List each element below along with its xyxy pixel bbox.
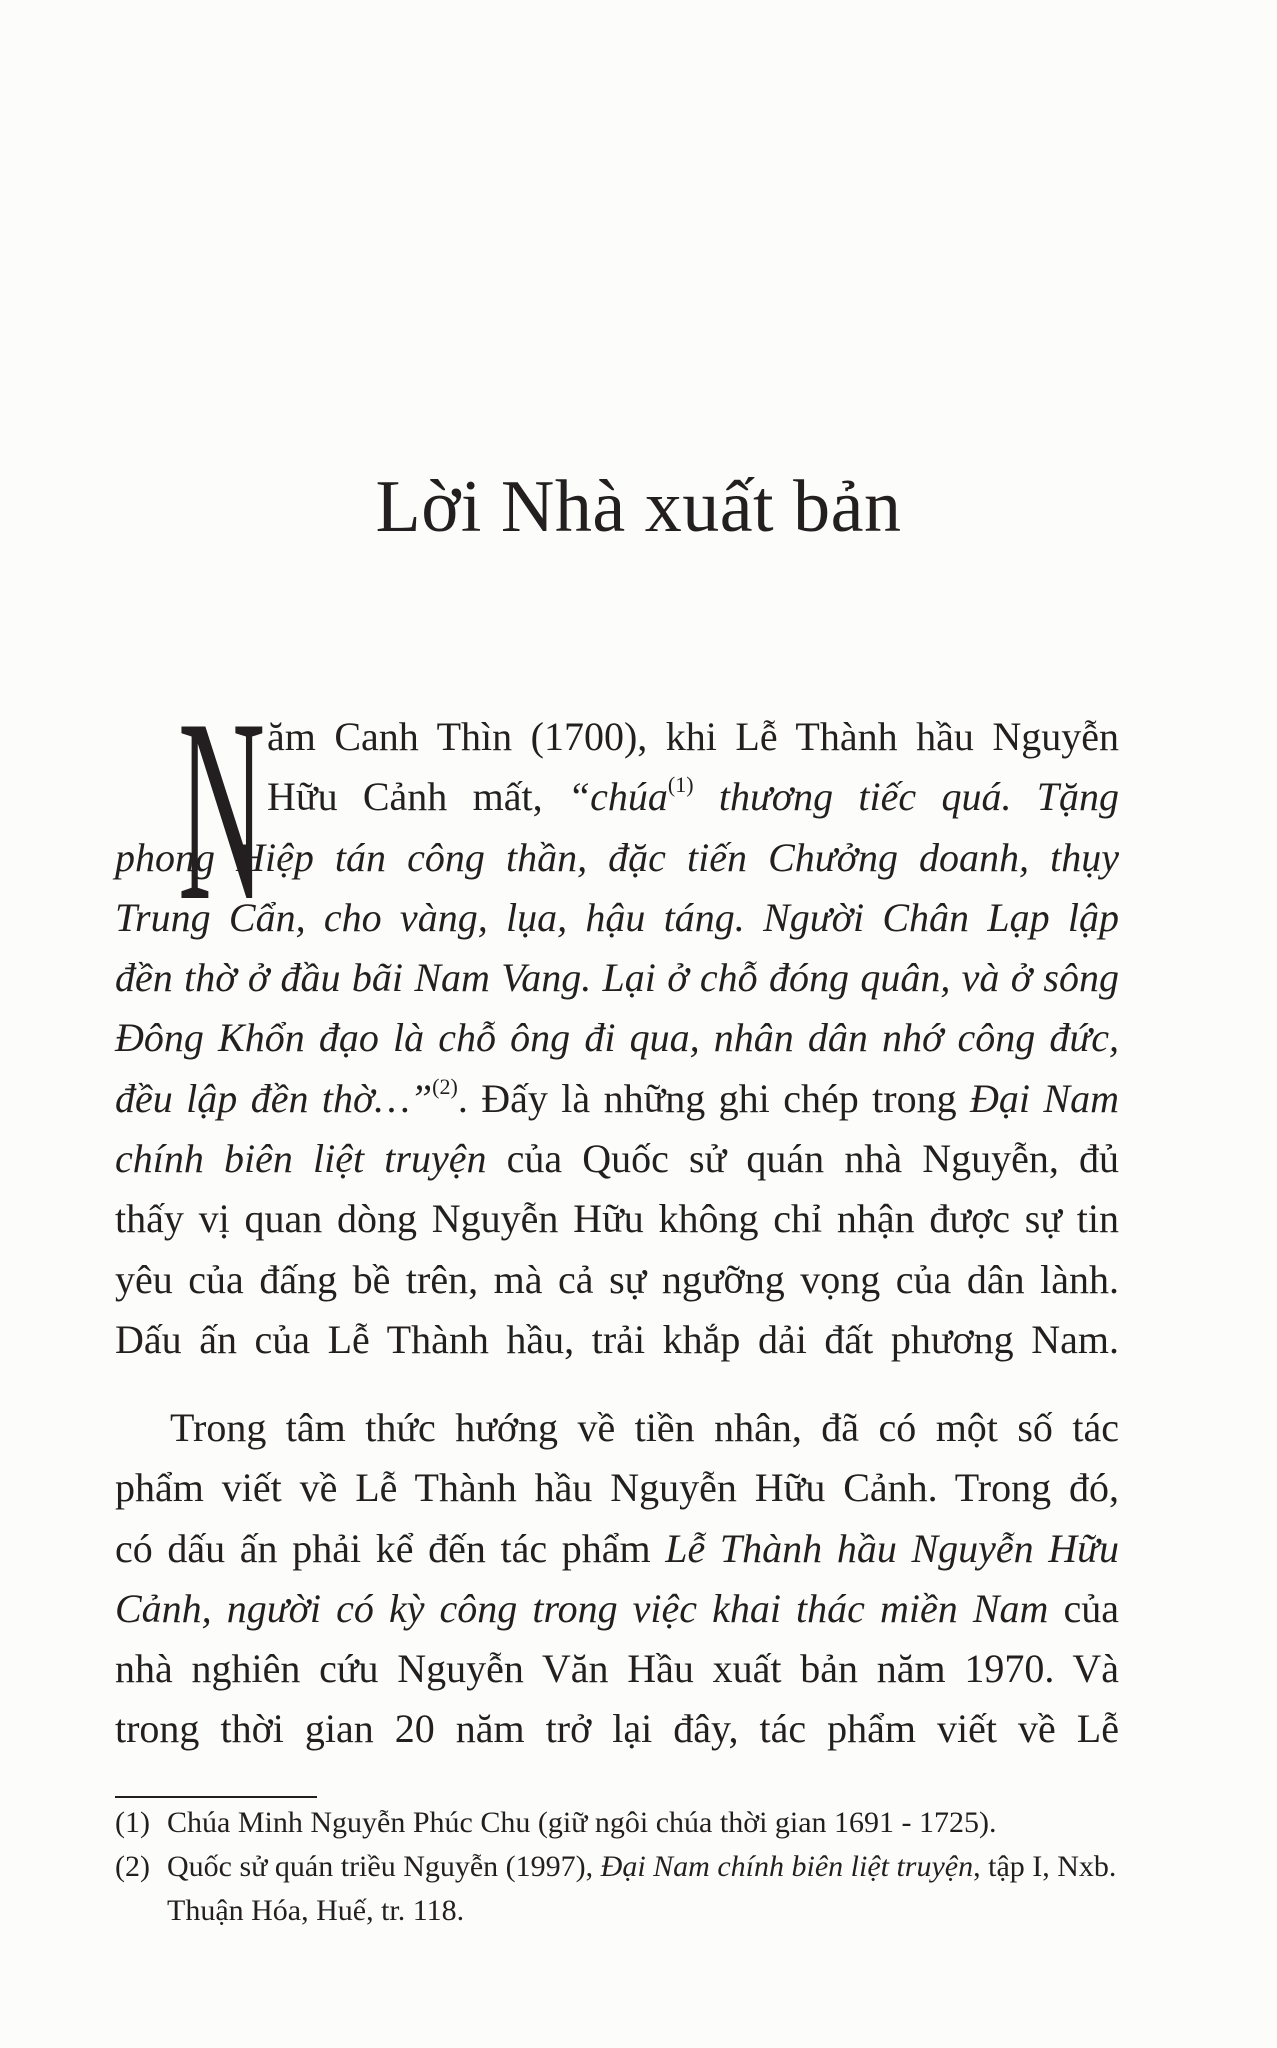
text-segment: Đại Nam (970, 1075, 1119, 1121)
text-line (115, 1639, 1119, 1699)
text-line (115, 948, 1119, 1008)
footnote-ref: (1) (667, 772, 694, 798)
text-segment: Lễ Thành hầu Nguyễn Hữu (665, 1525, 1119, 1571)
text-line (115, 707, 1119, 767)
footnote-cited-title: Đại Nam chính biên liệt truyện (600, 1850, 974, 1883)
text-segment: thương tiếc quá. Tặng (693, 774, 1120, 820)
text-line (115, 1398, 1119, 1458)
text-segment: phong Hiệp tán công thần, đặc tiến Chưởng doanh, thụy (115, 834, 1119, 880)
text-line (115, 1189, 1119, 1249)
text-segment: của (1048, 1585, 1119, 1631)
text-segment: Trong tâm thức hướng về tiền nhân, đã có một số tác (170, 1405, 1119, 1450)
text-segment: đều lập đền thờ…” (115, 1075, 433, 1121)
text-segment: Hữu Cảnh mất, (267, 774, 568, 820)
text-line (115, 1579, 1119, 1639)
text-line (115, 1069, 1119, 1129)
text-segment: Trung Cẩn, cho vàng, lụa, hậu táng. Người Chân Lạp lập (115, 894, 1119, 940)
footnote-ref: (2) (432, 1073, 458, 1099)
text-line (115, 888, 1119, 948)
paragraph-2 (115, 1398, 1119, 1760)
drop-cap: N (178, 665, 266, 955)
text-segment: yêu của đấng bề trên, mà cả sự ngưỡng vọng của dân lành. (115, 1256, 1119, 1302)
text-line (115, 828, 1119, 888)
text-line (115, 1699, 1119, 1759)
text-segment: đền thờ ở đầu bãi Nam Vang. Lại ở chỗ đóng quân, và ở sông (115, 955, 1119, 1001)
text-segment: phẩm viết về Lễ Thành hầu Nguyễn Hữu Cảnh. Trong đó, (115, 1465, 1119, 1511)
footnotes (115, 1801, 1125, 1933)
text-segment: ăm Canh Thìn (1700), khi Lễ Thành hầu Nguyễn (267, 714, 1119, 759)
footnote-1 (115, 1801, 1125, 1845)
text-segment: có dấu ấn phải kể đến tác phẩm (115, 1525, 666, 1571)
footnote-text: Chúa Minh Nguyễn Phúc Chu (giữ ngôi chúa thời gian 1691 - 1725). (167, 1806, 997, 1839)
text-line (115, 1519, 1119, 1579)
text-line (115, 1458, 1119, 1518)
text-segment: trong thời gian 20 năm trở lại đây, tác phẩm viết về Lễ (115, 1706, 1119, 1752)
text-segment: Đông Khổn đạo là chỗ ông đi qua, nhân dân nhớ công đức, (115, 1015, 1119, 1061)
text-segment: . Đấy là những ghi chép trong (457, 1075, 970, 1121)
footnote-text (167, 1845, 1125, 1933)
text-segment: chính biên liệt truyện (115, 1136, 487, 1182)
text-segment: thấy vị quan dòng Nguyễn Hữu không chỉ nhận được sự tin (115, 1196, 1119, 1242)
footnote-label: (2) (115, 1850, 150, 1883)
footnote-text-part: Quốc sử quán triều Nguyễn (1997), (167, 1850, 601, 1883)
footnote-divider (115, 1796, 317, 1798)
footnote-label: (1) (115, 1806, 150, 1839)
paragraph-1 (115, 707, 1119, 1370)
text-line (115, 767, 1119, 827)
footnote-2 (115, 1845, 1125, 1933)
text-line (115, 1310, 1119, 1370)
page-title: Lời Nhà xuất bản (375, 466, 902, 548)
text-segment: của Quốc sử quán nhà Nguyễn, đủ (486, 1136, 1120, 1182)
text-segment: “chúa (567, 774, 668, 820)
text-line (115, 1250, 1119, 1310)
text-line (115, 1008, 1119, 1068)
footnote-text-part: , tập I, Nxb. Thuận Hóa, Huế, tr. 118. (167, 1850, 1117, 1927)
text-line (115, 1129, 1119, 1189)
text-segment: nhà nghiên cứu Nguyễn Văn Hầu xuất bản năm 1970. Và (115, 1646, 1119, 1692)
text-segment: Dấu ấn của Lễ Thành hầu, trải khắp dải đất phương Nam. (115, 1316, 1119, 1362)
text-segment: Cảnh, người có kỳ công trong việc khai thác miền Nam (115, 1585, 1049, 1631)
